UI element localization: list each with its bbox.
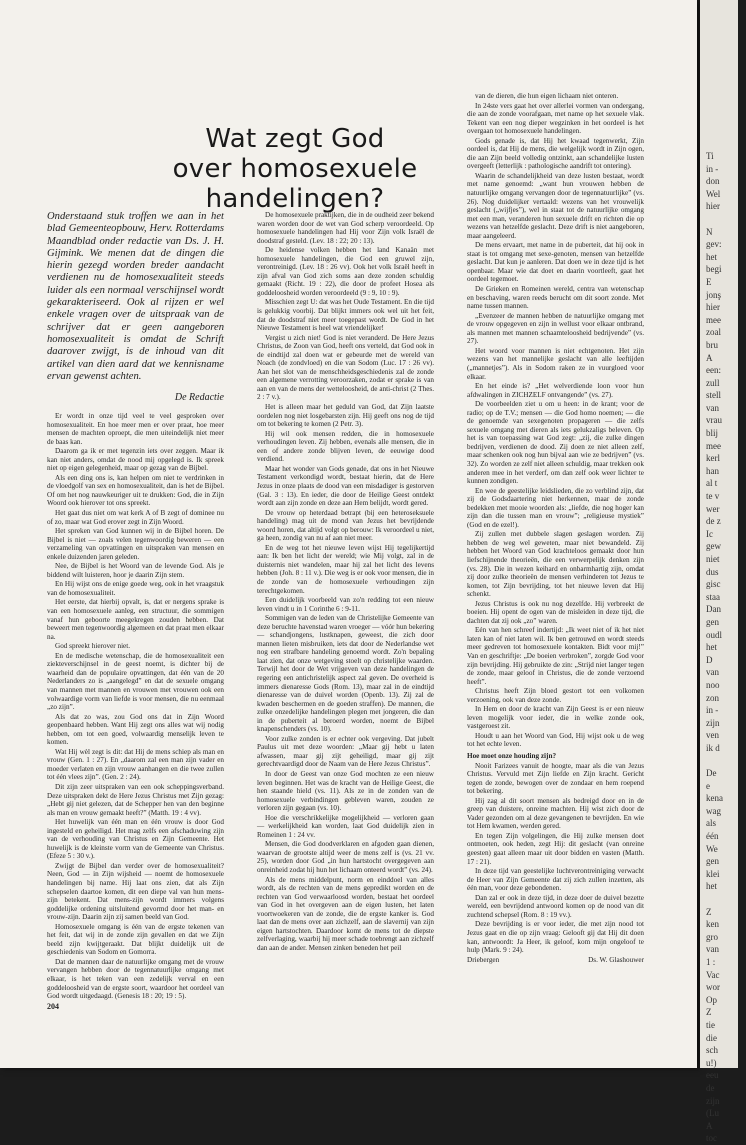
facing-page-line: mee: [706, 440, 721, 451]
paragraph: De vrouw op heterdaad betrapt (bij een heteroseksuele handeling) mag uit de mond van Jezus het bevrijdende woord horen, dat altijd volgt op berouw: Ik veroordeel u niet, ga heen, zondig van nu af aan niet meer.: [257, 508, 434, 543]
facing-page-line: in -: [706, 163, 719, 174]
paragraph: Het is alleen maar het geduld van God, dat Zijn laatste oordelen nog niet losgebarsten zijn. Hij geeft ons nog de tijd om tot bekering te komen (2 Petr. 3).: [257, 403, 434, 429]
facing-page-line: zijn: [706, 717, 720, 728]
facing-page-line: (Lu: [706, 1108, 719, 1119]
facing-page-line: eeu: [706, 1070, 719, 1081]
paragraph: Het gaat dus niet om wat kerk A of B zegt of dominee nu of zo, maar wat God erover zegt in Zijn Woord.: [47, 509, 224, 526]
facing-page-line: zijn: [706, 1095, 720, 1106]
facing-page-line: Ic: [706, 528, 713, 539]
paragraph: Dat de mannen daar de natuurlijke omgang met de vrouw vervangen hebben door de tegennatuurlijke omgang met elkaar, is het teken van een zedelijk verval en een goddeloosheid van de ergste soort, waardoor het oordeel van God wordt uitgedaagd. (Genesis 18 : 20; 19 : 5).: [47, 957, 224, 1001]
paragraph: De Grieken en Romeinen wereld, centra van wetenschap en beschaving, waren reeds berucht om dit soort zonde. Met name tussen mannen.: [467, 285, 644, 311]
paragraph: Vergist u zich niet! God is niet veranderd. De Here Jezus Christus, de Zoon van God, heeft ons verteld, dat God ook in de eindtijd zal doen wat er gebeurde met de wereld van Noach (de zondvloed) en die van Sodom (Luc. 17 : 26 vv). Aan het slot van de menschheidsgeschiedenis zal de zonde een algemene verrotting veroorzaken, zodat er sprake is van aan en van de mens der wetteloosheid, de anti-christ (2 Thes. 2 : 7 v.).: [257, 333, 434, 402]
facing-page-line: [706, 755, 746, 768]
paragraph: Er wordt in onze tijd veel te veel gesproken over homosexualiteit. En hoe meer men er over praat, hoe meer mensen de machten oproept, die men uiteindelijk niet meer de baas kan.: [47, 412, 224, 446]
facing-page-line: Ti: [706, 151, 714, 161]
facing-page-line: gisc: [706, 579, 721, 590]
paragraph: De homosexuele praktijken, die in de oudheid zeer bekend waren worden door de wet van God scherp veroordeeld. Op homosexuele handelingen had Hij voor Zijn volk Israël de doodstraf gesteld. (Lev. 18 : 22; 20 : 13).: [257, 211, 434, 245]
facing-page-line: A: [706, 352, 713, 363]
facing-page-line: Dan: [706, 604, 721, 615]
facing-page-line: bru: [706, 339, 718, 350]
paragraph: In 24ste vers gaat het over allerlei vormen van ondergang, die aan de zonde voorafgaan, met name op het sexuele vlak. Tekent van een nog dieper wegzinken in het oordeel is het overgaan tot homosexuele handelingen.: [467, 101, 644, 136]
facing-page-line: [706, 893, 746, 906]
paragraph: van de dieren, die hun eigen lichaam niet onteren.: [475, 92, 619, 100]
facing-page-line: A: [706, 1120, 713, 1131]
article-title-line-1: Wat zegt God: [205, 124, 385, 154]
facing-page-line: niet: [706, 554, 720, 564]
facing-page-line: het: [706, 642, 717, 653]
paragraph: Daarom ga ik er met tegenzin iets over zeggen. Maar ik kan niet anders, omdat de nood mij opgelegd is. Ik spreek niet op eigen gelegenheid, maar op gezag van de Bijbel.: [47, 447, 224, 473]
facing-page-line: de: [706, 1082, 715, 1093]
paragraph: Sommigen van de leden van de Christelijke Gemeente van deze beruchte havenstad waren vroeger — vóór hun bekering — schandjongens, lustknapen, geweest, die zich door mannen lieten misbruiken, iets dat door de Nederlandse wet nog een strafbare handeling genoemd wordt. Zo'n bepaling laat zien, dat onze wetgeving stoelt op christelijke waarden. Terwijl het door de Wet vrijgeven van deze handelingen de regering een antichristelijk aspect zal geven. De overheid is immers dienaresse Gods (Rom. 13), maar zal in de eindtijd dienaresse van de duivel worden (Openb. 13). Zij zal de kwaden beschermen en de goeden straffen). De mannen, die zulke onzedelijke handelingen plegen met jongeren, die dan in de puberteit al beroerd worden, noemt de Bijbel knapenschenders (vs. 10).: [257, 614, 434, 734]
facing-page-line: van: [706, 667, 719, 678]
article-title-line-2: over homosexuele handelingen?: [172, 154, 418, 214]
facing-page-line: zull: [706, 377, 720, 388]
facing-page-line: wer: [706, 503, 720, 514]
paragraph: En de medische wetenschap, die de homosexualiteit een ziekteverschijnsel in de geest noemt, is dichter bij de waarheid dan de populaire opvattingen, dat één van de 20 Nederlanders zo is „aangelegd” en dat de sexuele omgang van mannen met mannen en vrouwen met vrouwen ook een volwaardige vorm van liefde is voor mensen, die nu eenmaal „zo zijn”.: [47, 651, 224, 712]
facing-page-line: wag: [706, 805, 721, 816]
facing-page-line: sch: [706, 1045, 718, 1056]
facing-page-line: stell: [706, 390, 721, 401]
facing-page-line: 1 :: [706, 957, 716, 967]
paragraph: Het woord voor mannen is niet echtgenoten. Het zijn wezens van het mannelijke geslacht van alle leeftijden („mannetjes”). Als in Sodom raken ze in vuurgloed voor elkaar.: [467, 346, 644, 381]
paragraph: En tegen Zijn volgelingen, die Hij zulke mensen doet ontmoeten, ook heden, zegt Hij: dit geslacht (van onreine geesten) gaat alleen maar uit door bidden en vasten (Matth. 17 : 21).: [467, 831, 644, 866]
facing-page-line: Wel: [706, 188, 721, 199]
facing-page-line: in -: [706, 705, 719, 716]
paragraph: De heidense volken hebben het land Kanaän met homosexuele handelingen, die God een gruwel zijn, verontreinigd. (Lev. 18 : 26 vv). Ook het volk Israël heeft in zijn afval van God zich soms aan deze zonden schuldig gemaakt (Richt. 19 : 22), die door de profeet Hosea als goddeloosheid worden veroordeeld (9 : 9, 10 : 9).: [257, 246, 434, 297]
facing-page-line: begi: [706, 264, 722, 275]
paragraph: Jezus Christus is ook nu nog dezelfde. Hij verbreekt de boeien. Hij opent de ogen van de misleiden in deze tijd, die dachten dat zij ook „zo” waren.: [467, 599, 644, 625]
paragraph: Wat Hij wèl zegt is dit: dat Hij de mens schiep als man en vrouw (Gen. 1 : 27). En „daarom zal een man zijn vader en moeder verlaten en zijn vrouw aanhangen en die twee zullen tot één vlees zijn”. (Gen. 2 : 24).: [47, 747, 224, 782]
paragraph: „Evenzeer de mannen hebben de natuurlijke omgang met de vrouw opgegeven en zijn in wellust voor elkaar ontbrand, als mannen met mannen schaamteloosheid bedrijvende” (vs. 27).: [467, 311, 644, 346]
facing-page-line: u!): [706, 1057, 717, 1068]
paragraph: In Hem en door de kracht van Zijn Geest is er een nieuw leven mogelijk voor ieder, die in welke zonde ook, vastgeroest zit.: [467, 705, 644, 731]
paragraph: Zwijgt de Bijbel dan verder over de homosexualiteit? Neen, God — in Zijn wijsheid — noemt de homosexuele handelingen bij name. Hij laat ons zien, dat als Zijn schepselen daartoe komen, dit een diepe val van hun mens-zijn betekent. Dat mens-zijn wordt immers volgens goddelijke ordening uitsluitend gevormd door het man- en vrouw-zijn. Daarin zijn zij samen beeld van God.: [47, 861, 224, 922]
paragraph: Nee, de Bijbel is het Woord van de levende God. Als je biddend wilt luisteren, hoor je daarin Zijn stem.: [47, 562, 224, 579]
paragraph: Houdt u aan het Woord van God, Hij wijst ook u de weg tot het echte leven.: [467, 731, 644, 749]
paragraph: De mens ervaart, met name in de puberteit, dat hij ook in staat is tot omgang met sexe-genoten, mensen van hetzelfde geslacht. Dat kun je aanleren. Dat doen we in deze tijd is het openbaar. Maar wie dat doet en daarin voortleeft, gaat het oordeel tegemoet.: [467, 241, 644, 284]
facing-page-line: mee: [706, 314, 721, 325]
facing-page-line: don: [706, 176, 720, 187]
facing-page-edge: [700, 0, 738, 1144]
paragraph: In door de Geest van onze God mochten ze een nieuw leven beginnen. Het was de kracht van de Heilige Geest, die hen staande hield (vs. 11). Als ze in de zonden van de homosexuele verbindingen gebleven waren, zouden ze verloren zijn gegaan (vs. 10).: [257, 770, 434, 813]
facing-page-line: hier: [706, 302, 720, 313]
facing-page-line: te v: [706, 491, 720, 502]
facing-page-line: klei: [706, 868, 720, 879]
facing-page-line: een:: [706, 365, 721, 376]
facing-page-line: die: [706, 1032, 717, 1043]
paragraph: Maar het wonder van Gods genade, dat ons in het Nieuwe Testament verkondigd wordt, bestaat hierin, dat de Here Jezus in onze plaats de dood van een misdadiger is gestorven (Gal. 3 : 13). En ieder, die door de Heilige Geest ontdekt wordt aan zijn zonde en deze aan Hem belijdt, wordt gered.: [257, 464, 434, 508]
column-3: [467, 92, 644, 1002]
facing-page-line: wor: [706, 982, 720, 993]
facing-page-line: vrau: [706, 415, 722, 426]
facing-page-line: De: [706, 768, 717, 779]
signature-author: Ds. W. Glashouwer: [588, 955, 644, 964]
paragraph: Deze bevrijding is er voor ieder, die met zijn nood tot Jezus gaat en die op zijn vraag: Gelooft gij dat Hij dit doen kan, antwoordt: Ja Heer, ik geloof, kom mijn ongeloof te hulp (Mark. 9 : 24).: [467, 920, 644, 955]
paragraph: Dan zal er ook in deze tijd, in deze doer de duivel bezette wereld, een bevrijdend antwoord komen op de nood van dit zuchtend schepsel (Rom. 8 : 19 vv.).: [467, 893, 644, 919]
facing-page-line: E: [706, 276, 712, 287]
editorial-signature: De Redactie: [174, 392, 224, 403]
paragraph: Voor zulke zonden is er echter ook vergeving. Dat jubelt Paulus uit met deze woorden: „Maar gij hebt u laten afwassen, maar gij zijt geheiligd, maar gij zijt gerechtvaardigd door de Naam van de Here Jezus Christus”.: [257, 734, 434, 769]
column-2: [257, 211, 434, 1001]
facing-page-line: We: [706, 843, 718, 854]
paragraph: De voorbeelden ziet u om u heen: in de krant; voor de radio; op de T.V.; mensen — die God homo noemen; — die de genoemde van sexegenoten propageren — die zelfs sexuele omgang met dieren als iets gelukzaligs beleven. Op het is van toepassing wat God zegt: „zij, die zulke dingen bedrijven, verdienen de dood. Zij doen ze niet alleen zelf, maar schenken ook nog hun bijval aan wie ze bedrijven” (vs. 32). Zo worden ze zelf niet alleen schuldig, maar trekken ook anderen mee in het verderf, om dan zelf ook weer lichter te kunnen zondigen.: [467, 400, 644, 486]
paragraph: Mensen, die God doodverklaren en afgoden gaan dienen, waarvan de grootste altijd weer de mens zelf is (vs. 21 vv. 25), worden door God „in hun hartstocht overgegeven aan onreinheid zodat hij hun het lichaam onteerd wordt” (vs. 24).: [257, 840, 434, 875]
facing-page-line: [706, 213, 746, 226]
facing-page-line: zoal: [706, 327, 721, 338]
paragraph: Dit zijn zeer uitspraken van een ook scheppingsverband. Deze uitspraken dekt de Here Jezus Christus met Zijn gezag: „Hebt gij niet gelezen, dat de Schepper hen van den beginne als man en vrouw gemaakt heeft?” (Matth. 19 : 4 vv).: [47, 782, 224, 817]
facing-page-line: staa: [706, 591, 720, 602]
facing-page-line: kena: [706, 793, 723, 804]
editorial-intro: Onderstaand stuk troffen we aan in het blad Gemeenteopbouw, Herv. Rotterdams Maandblad onder redactie van Ds. J. H. Gijmink. We menen dat de dingen die hierin gezegd worden breder aandacht verdienen nu de homosexualiteit steeds luider als een normaal verschijnsel wordt gekarakteriseerd. Ook al rijzen er wel enkele vragen over de uitspraak van de schrijver dat er geen aangeboren homosexualiteit is omdat de Schrift daarover zwijgt, is de inhoud van dit artikel van dien aard dat we kennisname ervan gewenst achten.: [47, 211, 224, 382]
facing-page-line: Op: [706, 994, 717, 1005]
facing-page-line: Z: [706, 1007, 712, 1018]
facing-page-line: ken: [706, 919, 719, 930]
facing-page-line: oudl: [706, 629, 723, 640]
facing-page-line: jonş: [706, 289, 722, 300]
facing-page-line: D: [706, 654, 713, 665]
paragraph: Als dat zo was, zou God ons dat in Zijn Woord geopenbaard hebben. Want Hij zegt ons alles wat wij nodig hebben, om tot een goed, volwaardig menselijk leven te komen.: [47, 712, 224, 747]
paragraph: Eén van hen schreef indertijd: „Ik weet niet of ik het niet laten kan of niet laten wil. Ik ben getrouwd en wordt steeds meer gedreven tot homosexuele kontakten. Bidt voor mij!” Van en geschriftje: „De boeien verbroken”, zorgde God voor zijn bevrijding. Hij gebruikte de zin: „Strijd niet langer tegen de zonde, maar geloof in Christus, die de zonde verzoend heeft”.: [467, 626, 644, 686]
page-number: 204: [47, 1002, 59, 1011]
facing-page-line: N: [706, 226, 713, 237]
facing-page-line: zon: [706, 692, 719, 703]
paragraph: En het einde is? „Het welverdiende loon voor hun afdwalingen in ZICHZELF ontvangende” (vs. 27).: [467, 382, 644, 399]
paragraph: Het huwelijk van één man en één vrouw is door God ingesteld en geheiligd. Het mag zelfs een afschaduwing zijn van de verhouding van Christus en Zijn Gemeente. Het huwelijk is de kleinste vorm van de Gemeente van Christus. (Efeze 5 : 30 v.).: [47, 818, 224, 861]
facing-page-line: gev:: [706, 239, 722, 250]
facing-page-line: van: [706, 402, 719, 413]
facing-page-line: gen: [706, 616, 719, 627]
paragraph: En Hij wijst ons de enige goede weg, ook in het vraagstuk van de homosexualiteit.: [47, 580, 224, 597]
paragraph: En de weg tot het nieuwe leven wijst Hij tegelijkertijd aan: Ik ben het licht der wereld; wie Mij volgt, zal in de duisternis niet wandelen, maar hij zal het licht des levens hebben (Joh. 8 : 11 v.). Die weg is er ook voor mensen, die in de zonde van de homosexuele verhoudingen zijn terechtgekomen.: [257, 543, 434, 595]
facing-page-text: [706, 150, 746, 1145]
paragraph: Het eerste, dat hierbij opvalt, is, dat er nergens sprake is van een homosexuele aanleg, een structuur, die sommigen vanaf hun geboorte meegekregen zouden hebben. Dat beweert men tegenwoordig algemeen en dat praat men elkaar na.: [47, 598, 224, 641]
facing-page-line: kerl: [706, 453, 720, 464]
facing-page-line: e: [706, 780, 710, 791]
paragraph: Gods genade is, dat Hij het kwaad tegenwerkt, Zijn oordeel is, dat Hij de mens, die welgelijk wordt in Zijn ogen, die aan Zijn beeld volledig ontzinkt, aan schandelijke lusten overgeeft (letterlijk : pathologische aandrift tot ontering).: [467, 136, 644, 171]
paragraph: In deze tijd van geestelijke luchtverontreiniging verwacht de Heer van Zijn Gemeente dat zij zich zullen inzetten, als één man, voor deze gebondenen.: [467, 867, 644, 893]
paragraph: Christus heeft Zijn bloed gestort tot een volkomen verzoening, ook van deze zonde.: [467, 687, 644, 704]
facing-page-line: als: [706, 818, 716, 829]
signature-place: Driebergen: [467, 955, 500, 964]
author-signature: [467, 956, 644, 965]
paragraph: Homosexuele omgang is één van de ergste tekenen van het feit, dat wij in de zonde zijn gevallen en dat we Zijn beeld zijn kwijtgeraakt. Dat blijkt duidelijk uit de geschiedenis van Sodom en Gomorra.: [47, 922, 224, 957]
facing-page-line: van: [706, 944, 719, 955]
facing-page-line: het: [706, 251, 717, 262]
paragraph: Een duidelijk voorbeeld van zo'n redding tot een nieuw leven vindt u in 1 Corinthe 6 : 9-11.: [257, 596, 434, 613]
facing-page-line: ik d: [706, 742, 720, 753]
facing-page-line: gro: [706, 931, 718, 942]
article-title: [130, 124, 460, 214]
facing-page-line: ven: [706, 730, 719, 741]
facing-page-line: de z: [706, 516, 721, 527]
paragraph: Zij zullen met dubbele slagen geslagen worden. Zij hebben de weg wel geweten, maar niet bewandeld. Zij hebben het Woord van God krachteloos gemaakt door hun liefschijnende theorieën, die een verwerpelijk denken zijn (vs. 28). Die in wezen keihard en onbarmhartig zijn, omdat zij door zulke theorieën de mensen verhinderen tot Jezus te komen, tot Zijn bevrijding, tot het nieuwe leven dat Hij schenkt.: [467, 530, 644, 599]
facing-page-line: één: [706, 831, 719, 842]
paragraph: Hij wil ook mensen redden, die in homosexuele verhoudingen leven. Zij hebben, evenals alle mensen, die in een of andere zonde blijven leven, de eeuwige dood verdiend.: [257, 429, 434, 464]
facing-page-line: hier: [706, 201, 720, 212]
paragraph: Als een ding ons is, kan helpen om niet te verdrinken in de vloedgolf van sex en homosexualiteit, dan is het de Bijbel. Of om het nog nauwkeuriger uit te drukken: God, die in Zijn Woord ook hierover tot ons spreekt.: [47, 473, 224, 508]
facing-page-line: dus: [706, 566, 719, 577]
section-heading: Hoe moet onze houding zijn?: [467, 752, 557, 761]
facing-page-line: gen: [706, 856, 719, 867]
facing-page-line: al t: [706, 478, 718, 489]
facing-page-line: noo: [706, 679, 720, 690]
paragraph: Hoe die verschrikkelijke mogelijkheid — verloren gaan — werkelijkheid kan worden, laat God duidelijk zien in Romeinen 1 : 24 vv.: [257, 813, 434, 839]
facing-page-line: blij: [706, 428, 719, 439]
paragraph: God spreekt hierover niet.: [55, 642, 131, 651]
facing-page-line: het: [706, 881, 717, 892]
facing-page-line: tie: [706, 1019, 715, 1030]
paragraph: En wee de geestelijke leidslieden, die zo verblind zijn, dat zij de Godsdaartering niet herkennen, maar de zonde bedekken met mooie woorden als: „liefde, die nog hoger kan zijn dan die tussen man en vrouw”; „religieuse mystiek” (God en de ezel!).: [467, 486, 644, 529]
facing-page-line: han: [706, 465, 719, 476]
facing-page-line: gew: [706, 541, 721, 552]
paragraph: Nooit Farizees vanuit de hoogte, maar als die van Jezus Christus. Vervuld met Zijn liefde en Zijn kracht. Gericht tegen de zonde, bewogen over de zondaar en hem roepend tot bekering.: [467, 761, 644, 796]
facing-page-line: Vac: [706, 969, 720, 980]
column-1: [47, 412, 224, 1012]
paragraph: Als de mens middelpunt, norm en einddoel van alles wordt, als de rechten van de mens gepredikt worden en de rechten van God verwaarloosd worden, bestaat het oordeel van God in het overgeven aan de eigen lusten, het laten voortwoekeren van de zonde, die de ergste kanker is. God laat dan de mens over aan zichzelf, aan de slavernij van zijn eigen hartstochten. Daardoor komt de mens tot de diepste zelfverlaging, waarbij hij meer schade toebrengt aan zichzelf dan aan de ander. Mensen zinken beneden het peil: [257, 875, 434, 952]
paragraph: Waarin de schandelijkheid van deze lusten bestaat, wordt met name genoemd: „want hun vrouwen hebben de natuurlijke omgang vervangen door de tegennatuurlijke” (vs. 26). Nog duidelijker vertaald: wezens van het vrouwelijk geslacht („wijfjes”), wel in staat tot de natuurlijke omgang met een man, veranderen hun sexuele drift en richten die op wezens van hetzelfde geslacht. Deze drift is niet aangeboren, maar aangeleerd.: [467, 171, 644, 240]
facing-page-line: Z: [706, 906, 712, 917]
paragraph: Het spreken van God kunnen wij in de Bijbel horen. De Bijbel is niet — zoals velen tegenwoordig beweren — een verzameling van opvattingen en uitspraken van mensen en enkele duizenden jaren geleden.: [47, 527, 224, 561]
facing-page-line: toc: [706, 1133, 717, 1144]
paragraph: Hij zag al dit soort mensen als bedreigd door en in de greep van duistere, onreine machten. Hij wist zich door de Vader gezonden om al deze gevangenen te bevrijden. En wie tot Hem kwamen, werden gered.: [467, 796, 644, 831]
paragraph: Misschien zegt U: dat was het Oude Testament. En die tijd is gelukkig voorbij. Dat blijkt immers ook wel uit het feit, dat de doodstraf niet meer toegepast wordt. De God in het Nieuwe Testament is heel wat vriendelijker!: [257, 298, 434, 333]
